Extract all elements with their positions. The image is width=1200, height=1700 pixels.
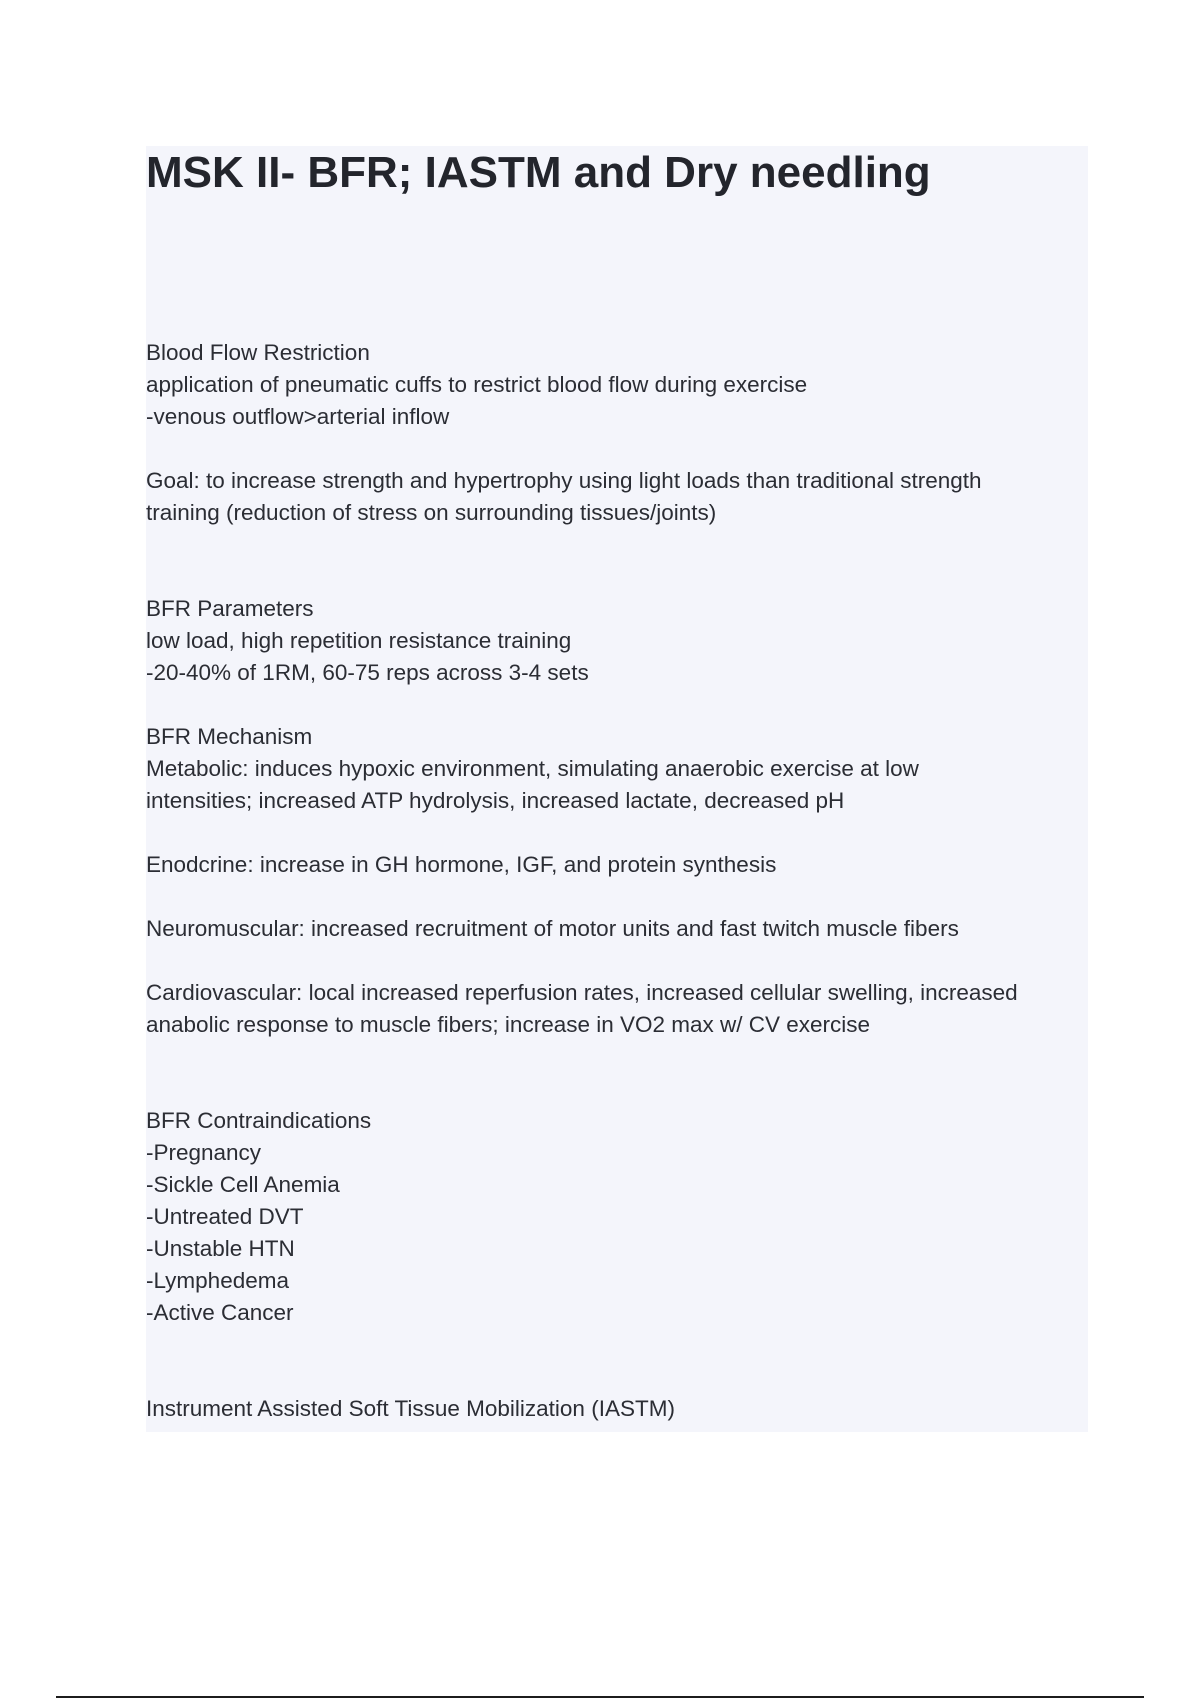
- section-heading-mechanism: BFR Mechanism: [146, 724, 313, 749]
- endocrine-line: Enodcrine: increase in GH hormone, IGF, and protein synthesis: [146, 852, 777, 877]
- document-body: [146, 337, 1086, 1425]
- section-heading-contraindications: BFR Contraindications: [146, 1108, 372, 1133]
- document-title: MSK II- BFR; IASTM and Dry needling: [146, 148, 931, 197]
- section-spacer: [146, 529, 1086, 593]
- list-item: -Lymphedema: [146, 1268, 289, 1293]
- paragraph-spacer: [146, 945, 1086, 977]
- text-line: application of pneumatic cuffs to restrict blood flow during exercise: [146, 372, 808, 397]
- cardiovascular-line: Cardiovascular: local increased reperfusion rates, increased cellular swelling, increased: [146, 980, 1018, 1005]
- section-heading-bfr: Blood Flow Restriction: [146, 340, 370, 365]
- list-item: -Unstable HTN: [146, 1236, 295, 1261]
- goal-line: training (reduction of stress on surrounding tissues/joints): [146, 500, 717, 525]
- list-item: -Pregnancy: [146, 1140, 262, 1165]
- paragraph-spacer: [146, 817, 1086, 849]
- paragraph-spacer: [146, 689, 1086, 721]
- text-line: low load, high repetition resistance training: [146, 628, 572, 653]
- neuromuscular-line: Neuromuscular: increased recruitment of motor units and fast twitch muscle fibers: [146, 916, 959, 941]
- cardiovascular-line: anabolic response to muscle fibers; increase in VO2 max w/ CV exercise: [146, 1012, 871, 1037]
- section-spacer: [146, 1041, 1086, 1105]
- footer-divider: [56, 1696, 1144, 1698]
- section-heading-parameters: BFR Parameters: [146, 596, 314, 621]
- paragraph-spacer: [146, 433, 1086, 465]
- list-item: -Sickle Cell Anemia: [146, 1172, 340, 1197]
- text-line: -20-40% of 1RM, 60-75 reps across 3-4 sets: [146, 660, 589, 685]
- text-line: -venous outflow>arterial inflow: [146, 404, 450, 429]
- metabolic-line: Metabolic: induces hypoxic environment, simulating anaerobic exercise at low: [146, 756, 919, 781]
- list-item: -Active Cancer: [146, 1300, 294, 1325]
- goal-line: Goal: to increase strength and hypertrophy using light loads than traditional strength: [146, 468, 982, 493]
- list-item: -Untreated DVT: [146, 1204, 304, 1229]
- section-heading-iastm: Instrument Assisted Soft Tissue Mobilization (IASTM): [146, 1396, 675, 1421]
- metabolic-line: intensities; increased ATP hydrolysis, increased lactate, decreased pH: [146, 788, 845, 813]
- paragraph-spacer: [146, 881, 1086, 913]
- section-spacer: [146, 1329, 1086, 1393]
